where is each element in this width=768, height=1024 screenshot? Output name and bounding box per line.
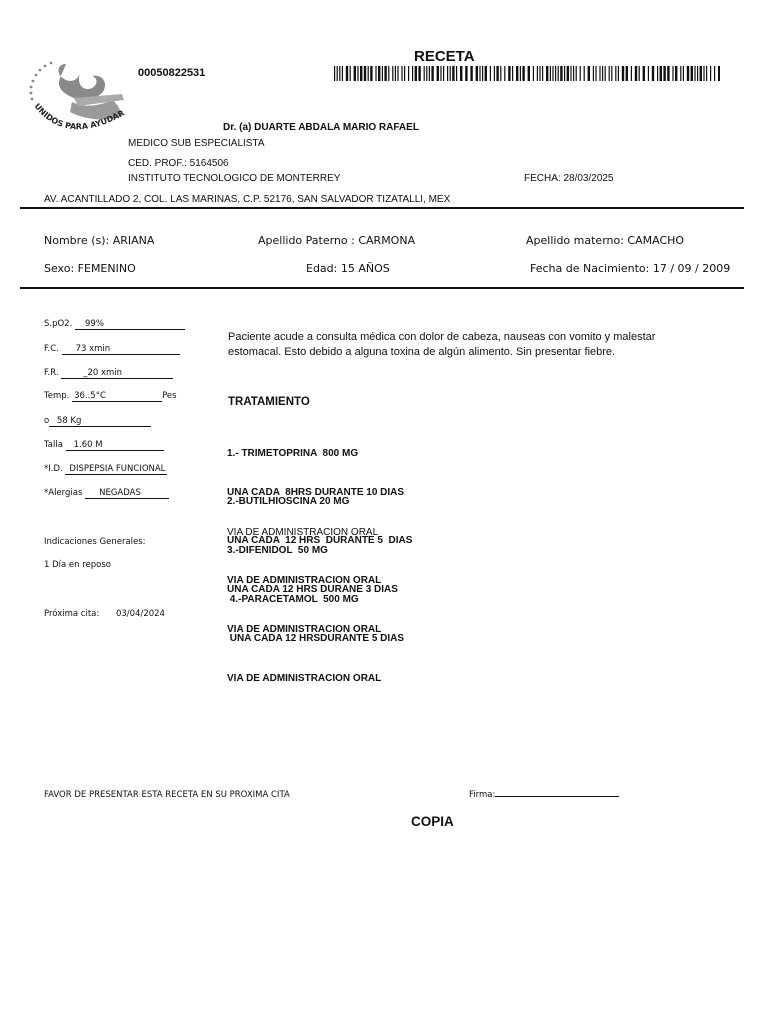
barcode-bar	[334, 66, 335, 81]
fc-value: 73 xmin	[62, 344, 180, 355]
treatment-drug: 1.- TRIMETOPRINA 800 MG	[227, 447, 359, 459]
barcode-bar	[388, 66, 389, 81]
barcode-bar	[718, 66, 720, 81]
weight-row	[44, 416, 151, 427]
barcode-bar	[588, 66, 590, 81]
temp-value: 36..5°C	[72, 391, 162, 402]
barcode-bar	[370, 66, 372, 81]
barcode-bar	[618, 66, 619, 81]
next-appointment-date: 03/04/2024	[115, 609, 165, 619]
barcode-bar	[667, 66, 669, 81]
barcode	[334, 66, 720, 81]
allergy-label: *Alergias	[44, 488, 83, 498]
temp-suffix: Pes	[162, 391, 177, 401]
barcode-bar	[350, 66, 351, 81]
temp-label: Temp.	[44, 391, 70, 401]
barcode-bar	[550, 66, 551, 81]
barcode-bar	[337, 66, 338, 81]
barcode-bar	[520, 66, 521, 81]
treatment-route: VIA DE ADMINISTRACION ORAL	[227, 624, 382, 636]
allergy-row	[44, 488, 169, 499]
barcode-bar	[672, 66, 673, 81]
barcode-bar	[397, 66, 398, 81]
treatment-dose: UNA CADA 12 HRS DURANE 3 DIAS	[227, 584, 398, 596]
barcode-bar	[584, 66, 585, 81]
barcode-bar	[657, 66, 658, 81]
barcode-bar	[537, 66, 538, 81]
barcode-bar	[364, 66, 366, 81]
signature-blank	[495, 796, 619, 797]
doctor-license: CED. PROF.: 5164506	[128, 158, 229, 169]
barcode-bar	[392, 66, 393, 81]
folio-number: 00050822531	[138, 67, 206, 79]
barcode-bar	[508, 66, 510, 81]
barcode-bar	[418, 66, 420, 81]
next-appointment	[44, 609, 165, 619]
barcode-bar	[564, 66, 565, 81]
fr-row	[44, 368, 173, 379]
document-title: RECETA	[414, 48, 475, 65]
allergy-value: NEGADAS	[85, 488, 169, 499]
barcode-bar	[404, 66, 405, 81]
general-label: Indicaciones Generales:	[44, 537, 146, 547]
barcode-bar	[570, 66, 571, 81]
weight-value: 58 Kg	[49, 416, 151, 427]
barcode-bar	[528, 66, 530, 81]
barcode-bar	[465, 66, 467, 81]
barcode-bar	[378, 66, 380, 81]
patient-dob: Fecha de Nacimiento: 17 / 09 / 2009	[530, 262, 731, 275]
patient-sex: Sexo: FEMENINO	[44, 262, 136, 275]
temp-row	[44, 391, 177, 402]
barcode-bar	[516, 66, 518, 81]
treatment-drug: 4.-PARACETAMOL 500 MG	[227, 593, 359, 605]
patient-maternal: Apellido materno: CAMACHO	[526, 234, 685, 247]
logo-text: UNIDOS PARA AYUDAR	[32, 101, 126, 132]
barcode-bar	[660, 66, 662, 81]
barcode-bar	[490, 66, 491, 81]
barcode-bar	[700, 66, 702, 81]
barcode-bar	[476, 66, 478, 81]
diagnosis-row	[44, 464, 167, 475]
barcode-bar	[609, 66, 610, 81]
barcode-bar	[450, 66, 451, 81]
treatment-item	[227, 566, 404, 699]
treatment-drug: 2.-BUTILHIOSCINA 20 MG	[227, 495, 350, 507]
next-appointment-label: Próxima cita:	[44, 609, 100, 619]
signature-line	[469, 790, 619, 800]
barcode-bar	[395, 66, 396, 81]
clinic-address: AV. ACANTILLADO 2, COL. LAS MARINAS, C.P. 52176, SAN SALVADOR TIZATALLI, MEX	[44, 194, 451, 205]
barcode-bar	[494, 66, 495, 81]
barcode-bar	[496, 66, 498, 81]
doctor-name: Dr. (a) DUARTE ABDALA MARIO RAFAEL	[223, 122, 419, 133]
barcode-bar	[599, 66, 600, 81]
barcode-bar	[683, 66, 684, 81]
treatment-route: VIA DE ADMINISTRACION ORAL	[227, 673, 382, 685]
barcode-bar	[452, 66, 454, 81]
barcode-bar	[595, 66, 596, 81]
barcode-bar	[500, 66, 501, 81]
prescription-date: FECHA: 28/03/2025	[524, 173, 614, 184]
weight-prefix: o	[44, 416, 50, 426]
barcode-bar	[447, 66, 448, 81]
barcode-bar	[675, 66, 677, 81]
barcode-bar	[626, 66, 628, 81]
barcode-bar	[456, 66, 457, 81]
barcode-bar	[663, 66, 665, 81]
barcode-bar	[622, 66, 624, 81]
spo2-value: 99%	[75, 319, 185, 330]
logo-icon	[26, 58, 130, 138]
barcode-bar	[357, 66, 358, 81]
barcode-bar	[368, 66, 369, 81]
barcode-bar	[426, 66, 427, 81]
barcode-bar	[648, 66, 649, 81]
barcode-bar	[415, 66, 417, 81]
fc-label: F.C.	[44, 344, 59, 354]
barcode-bar	[424, 66, 425, 81]
barcode-bar	[694, 66, 695, 81]
barcode-bar	[703, 66, 704, 81]
barcode-bar	[408, 66, 409, 81]
patient-paternal: Apellido Paterno : CARMONA	[258, 234, 416, 247]
barcode-bar	[460, 66, 462, 81]
barcode-bar	[611, 66, 612, 81]
doctor-specialty: MEDICO SUB ESPECIALISTA	[128, 138, 265, 149]
patient-name: Nombre (s): ARIANA	[44, 234, 155, 247]
barcode-bar	[558, 66, 559, 81]
barcode-bar	[593, 66, 594, 81]
barcode-bar	[580, 66, 581, 81]
barcode-bar	[401, 66, 402, 81]
barcode-bar	[576, 66, 577, 81]
treatment-route: VIA DE ADMINISTRACION ORAL	[227, 575, 382, 587]
barcode-bar	[440, 66, 441, 81]
signature-label: Firma:	[469, 790, 496, 800]
barcode-bar	[431, 66, 433, 81]
treatment-drug: 3.-DIFENIDOL 50 MG	[227, 544, 328, 556]
barcode-bar	[605, 66, 606, 81]
treatment-dose: UNA CADA 12 HRS DURANTE 5 DIAS	[227, 535, 413, 547]
barcode-bar	[552, 66, 553, 81]
barcode-bar	[482, 66, 483, 81]
barcode-bar	[512, 66, 513, 81]
barcode-bar	[479, 66, 480, 81]
general-value: 1 Día en reposo	[44, 560, 112, 570]
barcode-bar	[443, 66, 444, 81]
barcode-bar	[652, 66, 654, 81]
copy-label: COPIA	[411, 814, 454, 829]
barcode-bar	[706, 66, 707, 81]
treatment-route: VIA DE ADMINISTRACION ORAL	[227, 527, 379, 539]
barcode-bar	[631, 66, 632, 81]
barcode-bar	[643, 66, 645, 81]
barcode-bar	[346, 66, 348, 81]
barcode-bar	[615, 66, 616, 81]
barcode-bar	[555, 66, 556, 81]
barcode-bar	[691, 66, 693, 81]
barcode-bar	[412, 66, 413, 81]
barcode-bar	[573, 66, 574, 81]
barcode-bar	[437, 66, 439, 81]
footer-notice: FAVOR DE PRESENTAR ESTA RECETA EN SU PROXIMA CITA	[44, 790, 290, 800]
barcode-bar	[714, 66, 715, 81]
barcode-bar	[687, 66, 689, 81]
barcode-bar	[602, 66, 603, 81]
barcode-bar	[635, 66, 637, 81]
barcode-bar	[384, 66, 386, 81]
barcode-bar	[339, 66, 340, 81]
barcode-bar	[710, 66, 711, 81]
diagnosis-label: *I.D.	[44, 464, 63, 474]
fr-label: F.R.	[44, 368, 59, 378]
divider-bottom	[20, 287, 744, 289]
barcode-bar	[504, 66, 505, 81]
doctor-institution: INSTITUTO TECNOLOGICO DE MONTERREY	[128, 173, 341, 184]
fc-row	[44, 344, 180, 355]
height-row	[44, 440, 164, 451]
barcode-bar	[639, 66, 640, 81]
barcode-bar	[546, 66, 548, 81]
barcode-bar	[382, 66, 383, 81]
spo2-row	[44, 319, 185, 330]
treatment-heading: TRATAMIENTO	[228, 396, 310, 408]
clinical-note-line-1: Paciente acude a consulta médica con dolor de cabeza, nauseas con vomito y malestar	[228, 331, 656, 343]
patient-age: Edad: 15 AÑOS	[306, 262, 390, 275]
barcode-bar	[560, 66, 562, 81]
barcode-bar	[342, 66, 343, 81]
fr-value: _20 xmin	[61, 368, 173, 379]
barcode-bar	[429, 66, 430, 81]
clinical-note-line-2: estomacal. Esto debido a alguna toxina de algún alimento. Sin presentar fiebre.	[228, 346, 616, 358]
barcode-bar	[485, 66, 487, 81]
barcode-bar	[542, 66, 543, 81]
barcode-bar	[697, 66, 698, 81]
divider-top	[20, 207, 744, 209]
barcode-bar	[567, 66, 569, 81]
height-label: Talla	[44, 440, 63, 450]
barcode-bar	[680, 66, 681, 81]
barcode-bar	[539, 66, 540, 81]
barcode-bar	[360, 66, 362, 81]
barcode-bar	[522, 66, 524, 81]
diagnosis-value: DISPEPSIA FUNCIONAL	[65, 464, 167, 475]
treatment-dose: UNA CADA 12 HRSDURANTE 5 DIAS	[227, 633, 405, 645]
treatment-dose: UNA CADA 8HRS DURANTE 10 DIAS	[227, 487, 405, 499]
barcode-bar	[375, 66, 376, 81]
spo2-label: S.pO2.	[44, 319, 73, 329]
height-value: 1.60 M	[66, 440, 164, 451]
barcode-bar	[533, 66, 534, 81]
barcode-bar	[470, 66, 472, 81]
barcode-bar	[354, 66, 356, 81]
